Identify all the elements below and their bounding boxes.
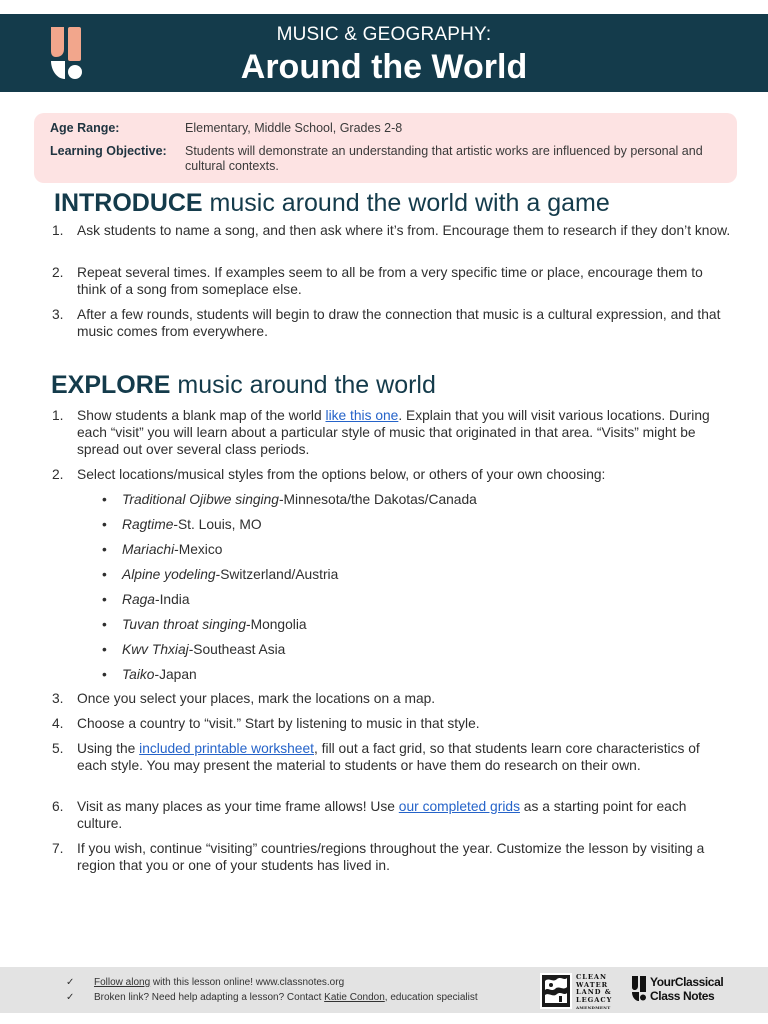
learning-objective-value: Students will demonstrate an understanding that artistic works are influenced by personal and cultural contexts. xyxy=(185,144,703,173)
page-title: Around the World xyxy=(240,48,528,86)
clean-water-logo-text xyxy=(576,974,612,1010)
music-style-name: Ragtime xyxy=(122,517,174,532)
footer-text: Broken link? Need help adapting a lesson? Contact xyxy=(94,992,325,1003)
explore-heading xyxy=(51,371,436,400)
music-style-item xyxy=(102,516,262,533)
step-text-part: . Explain that you will visit various locations. During each “visit” you will learn about a particular style of music that originated in that area. “Visits” might be spread out over several class periods. xyxy=(77,408,710,457)
contact-katie-condon-link[interactable]: Katie Condon xyxy=(324,992,385,1003)
checkmark-icon: ✓ xyxy=(66,977,75,988)
music-style-name: Raga xyxy=(122,592,155,607)
step-text: Repeat several times. If examples seem to all be from a very specific time or place, encourage them to think of a song from someplace else. xyxy=(77,265,703,297)
music-style-place: -Mexico xyxy=(174,542,223,557)
logo-text-line: LEGACY xyxy=(576,996,613,1005)
learning-objective-label: Learning Objective: xyxy=(50,144,167,158)
music-style-item xyxy=(102,491,477,508)
music-style-place: -Switzerland/Austria xyxy=(215,567,339,582)
bullet-marker: • xyxy=(102,542,107,557)
music-style-item xyxy=(102,666,197,683)
explore-step-4 xyxy=(52,715,732,732)
music-style-item xyxy=(102,641,285,658)
explore-step-3 xyxy=(52,690,732,707)
music-style-place: -Southeast Asia xyxy=(188,642,286,657)
step-text-part: , fill out a fact grid, so that students learn core characteristics of each style. You may present the material to students or have them do research on their own. xyxy=(77,741,700,773)
introduce-step-3 xyxy=(52,306,732,340)
step-number: 2. xyxy=(52,265,64,280)
explore-heading-rest: music around the world xyxy=(170,371,436,399)
music-style-item xyxy=(102,591,190,608)
bullet-marker: • xyxy=(102,617,107,632)
step-number: 2. xyxy=(52,467,64,482)
footer-text: , education specialist xyxy=(384,992,478,1003)
music-style-name: Mariachi xyxy=(122,542,175,557)
your-classical-logo-icon xyxy=(632,976,646,1002)
logo-text-line: CLEAN xyxy=(576,973,608,981)
step-text: Once you select your places, mark the locations on a map. xyxy=(77,691,436,706)
explore-step-5 xyxy=(52,740,732,774)
step-text: Ask students to name a song, and then ask where it’s from. Encourage them to research if they don’t know. xyxy=(77,223,731,238)
explore-step-1 xyxy=(52,407,732,458)
step-number: 4. xyxy=(52,716,64,731)
footer-line-2 xyxy=(66,992,478,1003)
music-style-place: -India xyxy=(154,592,190,607)
explore-keyword: EXPLORE xyxy=(51,371,171,399)
bullet-marker: • xyxy=(102,517,107,532)
logo-text-line: AMENDMENT xyxy=(576,1004,611,1010)
introduce-heading-rest: music around the world with a game xyxy=(202,189,610,217)
step-number: 7. xyxy=(52,841,64,856)
music-style-item xyxy=(102,616,307,633)
music-style-name: Alpine yodeling xyxy=(122,567,216,582)
bullet-marker: • xyxy=(102,567,107,582)
step-text-part: as a starting point for each culture. xyxy=(77,799,687,831)
logo-text-line: WATER xyxy=(576,980,609,989)
step-text xyxy=(77,740,732,774)
music-style-place: -Mongolia xyxy=(246,617,307,632)
age-range-label: Age Range: xyxy=(50,121,120,135)
step-text: After a few rounds, students will begin to draw the connection that music is a cultural expression, and that music comes from everywhere. xyxy=(77,307,721,339)
music-style-place: -Minnesota/the Dakotas/Canada xyxy=(278,492,477,507)
logo-text-line: LAND & xyxy=(576,988,612,997)
step-text: If you wish, continue “visiting” countries/regions throughout the year. Customize the lesson by visiting a region that you or one of your students has lived in. xyxy=(77,841,705,873)
step-text-part: Visit as many places as your time frame allows! Use xyxy=(77,799,399,814)
music-style-item xyxy=(102,566,338,583)
brand-line: YourClassical xyxy=(650,975,724,989)
introduce-heading xyxy=(54,189,610,218)
your-classical-class-notes-logo xyxy=(650,975,723,1003)
step-text xyxy=(77,407,732,458)
music-style-name: Taiko xyxy=(122,667,155,682)
step-number: 3. xyxy=(52,691,64,706)
checkmark-icon: ✓ xyxy=(66,992,75,1003)
step-number: 1. xyxy=(52,223,64,238)
music-style-place: -St. Louis, MO xyxy=(173,517,262,532)
introduce-step-2 xyxy=(52,264,732,298)
blank-map-link[interactable]: like this one xyxy=(325,408,399,423)
step-text xyxy=(77,798,732,832)
step-text: Select locations/musical styles from the options below, or others of your own choosing: xyxy=(77,467,606,482)
music-style-place: -Japan xyxy=(154,667,197,682)
bullet-marker: • xyxy=(102,642,107,657)
step-number: 5. xyxy=(52,741,64,756)
brand-line: Class Notes xyxy=(650,989,715,1003)
step-number: 1. xyxy=(52,408,64,423)
footer-line-1 xyxy=(66,977,344,988)
footer-text: with this lesson online! www.classnotes.org xyxy=(150,977,345,988)
page-header xyxy=(0,14,768,92)
introduce-keyword: INTRODUCE xyxy=(54,189,203,217)
age-range-value: Elementary, Middle School, Grades 2-8 xyxy=(185,121,403,135)
introduce-step-1 xyxy=(52,222,732,239)
follow-along-link[interactable]: Follow along xyxy=(94,977,151,988)
lesson-info-box xyxy=(34,113,737,183)
explore-step-6 xyxy=(52,798,732,832)
page-footer xyxy=(0,967,768,1013)
bullet-marker: • xyxy=(102,592,107,607)
step-text-part: Using the xyxy=(77,741,140,756)
completed-grids-link[interactable]: our completed grids xyxy=(398,799,520,814)
music-style-item xyxy=(102,541,222,558)
music-style-name: Traditional Ojibwe singing xyxy=(122,492,279,507)
clean-water-legacy-logo xyxy=(540,973,622,1009)
legacy-amendment-emblem-icon xyxy=(540,973,572,1009)
explore-step-2 xyxy=(52,466,732,483)
explore-step-7 xyxy=(52,840,732,874)
bullet-marker: • xyxy=(102,667,107,682)
step-text: Choose a country to “visit.” Start by listening to music in that style. xyxy=(77,716,480,731)
header-subtitle: MUSIC & GEOGRAPHY: xyxy=(276,24,492,45)
music-style-name: Kwv Thxiaj xyxy=(122,642,189,657)
music-style-name: Tuvan throat singing xyxy=(122,617,246,632)
step-number: 6. xyxy=(52,799,64,814)
printable-worksheet-link[interactable]: included printable worksheet xyxy=(139,741,314,756)
step-text-part: Show students a blank map of the world xyxy=(77,408,326,423)
step-number: 3. xyxy=(52,307,64,322)
bullet-marker: • xyxy=(102,492,107,507)
